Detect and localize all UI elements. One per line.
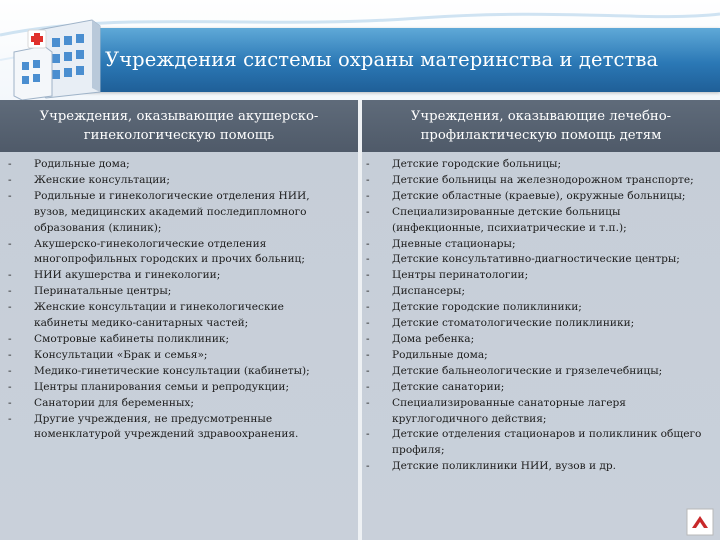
bullet-dash: - (8, 173, 12, 186)
bullet-dash: - (366, 173, 370, 186)
column-heading-obstetric: Учреждения, оказывающие акушерско-гинекологическую помощь (0, 100, 358, 152)
bullet-dash: - (8, 237, 12, 250)
obstetric-institutions-list (8, 157, 338, 443)
list-item-text: Детские больницы на железнодорожном транспорте; (392, 173, 694, 186)
list-item (8, 284, 338, 300)
column-heading-pediatric: Учреждения, оказывающие лечебно-профилактическую помощь детям (362, 100, 720, 152)
bullet-dash: - (366, 253, 370, 266)
list-item-text: Детские стоматологические поликлиники; (392, 317, 635, 330)
list-item-text: Дома ребенка; (392, 332, 475, 345)
slide-title: Учреждения системы охраны материнства и детства (105, 48, 659, 71)
list-item (366, 459, 706, 475)
list-item (8, 380, 338, 396)
bullet-dash: - (366, 428, 370, 441)
list-item-text: Детские поликлиники НИИ, вузов и др. (392, 460, 617, 473)
list-item (8, 348, 338, 364)
list-item (366, 364, 706, 380)
bullet-dash: - (366, 301, 370, 314)
list-item-text: Детские городские поликлиники; (392, 301, 582, 314)
list-item-text: НИИ акушерства и гинекологии; (34, 269, 221, 282)
bullet-dash: - (366, 396, 370, 409)
list-item (8, 157, 338, 173)
list-item-text: Другие учреждения, не предусмотренные номенклатурой учреждений здравоохранения. (34, 412, 299, 441)
bullet-dash: - (366, 269, 370, 282)
list-item-text: Специализированные детские больницы (инфекционные, психиатрические и т.п.); (392, 205, 627, 234)
list-item (8, 412, 338, 444)
list-item (366, 348, 706, 364)
list-item (8, 300, 338, 332)
bullet-dash: - (8, 189, 12, 202)
bullet-dash: - (366, 285, 370, 298)
bullet-dash: - (8, 348, 12, 361)
bullet-dash: - (8, 285, 12, 298)
list-item (366, 396, 706, 428)
list-item (366, 300, 706, 316)
list-item-text: Детские областные (краевые), окружные больницы; (392, 189, 686, 202)
list-item (366, 252, 706, 268)
list-item-text: Центры планирования семьи и репродукции; (34, 380, 290, 393)
list-item (8, 237, 338, 269)
slide-nav-icon[interactable] (686, 508, 714, 536)
bullet-dash: - (366, 460, 370, 473)
bullet-dash: - (8, 301, 12, 314)
list-item (366, 157, 706, 173)
list-item (366, 173, 706, 189)
bullet-dash: - (366, 237, 370, 250)
list-item-text: Женские консультации и гинекологические кабинеты медико-санитарных частей; (34, 301, 284, 330)
list-item (8, 332, 338, 348)
list-item (8, 268, 338, 284)
list-item-text: Женские консультации; (34, 173, 170, 186)
list-item-text: Детские городские больницы; (392, 158, 562, 170)
list-item-text: Детские консультативно-диагностические центры; (392, 253, 680, 266)
list-item (8, 364, 338, 380)
bullet-dash: - (8, 158, 12, 170)
list-item (366, 332, 706, 348)
bullet-dash: - (366, 364, 370, 377)
bullet-dash: - (366, 189, 370, 202)
list-item-text: Акушерско-гинекологические отделения многопрофильных городских и прочих больниц; (34, 237, 305, 266)
hospital-building-icon (0, 8, 112, 100)
bullet-dash: - (366, 380, 370, 393)
list-item (366, 237, 706, 253)
bullet-dash: - (366, 158, 370, 170)
bullet-dash: - (8, 364, 12, 377)
list-item (366, 284, 706, 300)
bullet-dash: - (8, 380, 12, 393)
list-item-text: Консультации «Брак и семья»; (34, 348, 208, 361)
list-item-text: Санатории для беременных; (34, 396, 194, 409)
bullet-dash: - (366, 332, 370, 345)
bullet-dash: - (8, 412, 12, 425)
list-item (366, 205, 706, 237)
column-divider (358, 100, 362, 540)
bullet-dash: - (8, 269, 12, 282)
list-item (8, 189, 338, 237)
list-item (366, 380, 706, 396)
list-item-text: Перинатальные центры; (34, 285, 172, 298)
slide-header (0, 0, 720, 100)
list-item-text: Медико-гинетические консультации (кабинеты); (34, 364, 310, 377)
list-item-text: Центры перинатологии; (392, 269, 529, 282)
list-item-text: Детские отделения стационаров и поликлиник общего профиля; (392, 428, 702, 457)
list-item-text: Диспансеры; (392, 285, 466, 298)
list-item (366, 316, 706, 332)
list-item (366, 268, 706, 284)
list-item-text: Родильные дома; (34, 158, 130, 170)
bullet-dash: - (8, 396, 12, 409)
bullet-dash: - (366, 205, 370, 218)
list-item-text: Дневные стационары; (392, 237, 516, 250)
list-item-text: Детские бальнеологические и грязелечебницы; (392, 364, 663, 377)
list-item-text: Родильные дома; (392, 348, 488, 361)
list-item-text: Смотровые кабинеты поликлиник; (34, 332, 230, 345)
list-item-text: Родильные и гинекологические отделения НИИ, вузов, медицинских академий последипломного образования (клиник); (34, 189, 310, 234)
pediatric-institutions-list (366, 157, 706, 475)
list-item (366, 427, 706, 459)
bullet-dash: - (366, 348, 370, 361)
list-item-text: Детские санатории; (392, 380, 505, 393)
list-item-text: Специализированные санаторные лагеря круглогодичного действия; (392, 396, 626, 425)
list-item (8, 396, 338, 412)
list-item (366, 189, 706, 205)
bullet-dash: - (366, 317, 370, 330)
list-item (8, 173, 338, 189)
bullet-dash: - (8, 332, 12, 345)
